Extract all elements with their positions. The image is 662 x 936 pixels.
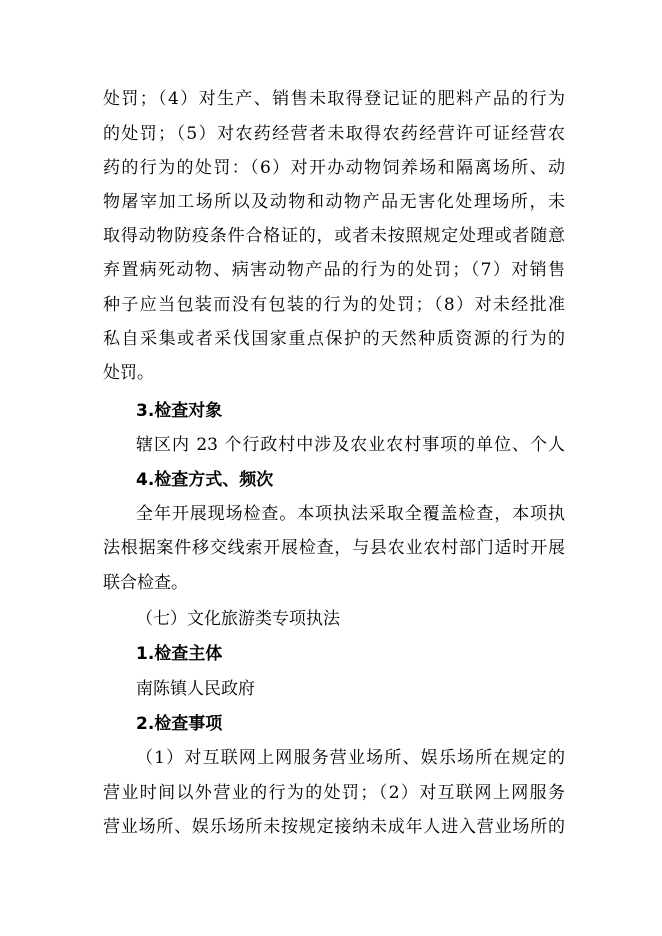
heading-inspection-subject: 1.检查主体 xyxy=(136,644,223,664)
matters-text-line: 营业场所、娱乐场所未按规定接纳未成年人进入营业场所的 xyxy=(103,817,565,837)
paragraph-line: 私自采集或者采伐国家重点保护的天然种质资源的行为的 xyxy=(103,329,565,349)
heading-inspection-matters: 2.检查事项 xyxy=(136,714,223,734)
paragraph-line: 取得动物防疫条件合格证的，或者未按照规定处理或者随意 xyxy=(103,226,565,246)
method-text-line: 联合检查。 xyxy=(103,573,188,593)
objects-text: 辖区内 23 个行政村中涉及农业农村事项的单位、个人 xyxy=(136,435,565,455)
paragraph-line: 的处罚；（5）对农药经营者未取得农药经营许可证经营农 xyxy=(103,124,565,144)
heading-inspection-method: 4.检查方式、频次 xyxy=(136,470,274,490)
paragraph-line: 处罚；（4）对生产、销售未取得登记证的肥料产品的行为 xyxy=(103,89,565,109)
paragraph-line: 物屠宰加工场所以及动物和动物产品无害化处理场所，未 xyxy=(103,192,565,212)
section-title: （七）文化旅游类专项执法 xyxy=(136,609,340,629)
matters-text-line: （1）对互联网上网服务营业场所、娱乐场所在规定的 xyxy=(136,748,565,768)
matters-text-line: 营业时间以外营业的行为的处罚；（2）对互联网上网服务 xyxy=(103,783,565,803)
method-text-line: 全年开展现场检查。本项执法采取全覆盖检查，本项执 xyxy=(136,504,565,524)
method-text-line: 法根据案件移交线索开展检查，与县农业农村部门适时开展 xyxy=(103,538,565,558)
paragraph-line: 弃置病死动物、病害动物产品的行为的处罚；（7）对销售 xyxy=(103,260,565,280)
heading-inspection-objects: 3.检查对象 xyxy=(136,401,223,421)
paragraph-line: 处罚。 xyxy=(103,363,154,383)
paragraph-line: 药的行为的处罚：（6）对开办动物饲养场和隔离场所、动 xyxy=(103,158,565,178)
subject-text: 南陈镇人民政府 xyxy=(136,679,255,699)
paragraph-line: 种子应当包装而没有包装的行为的处罚；（8）对未经批准 xyxy=(103,295,565,315)
